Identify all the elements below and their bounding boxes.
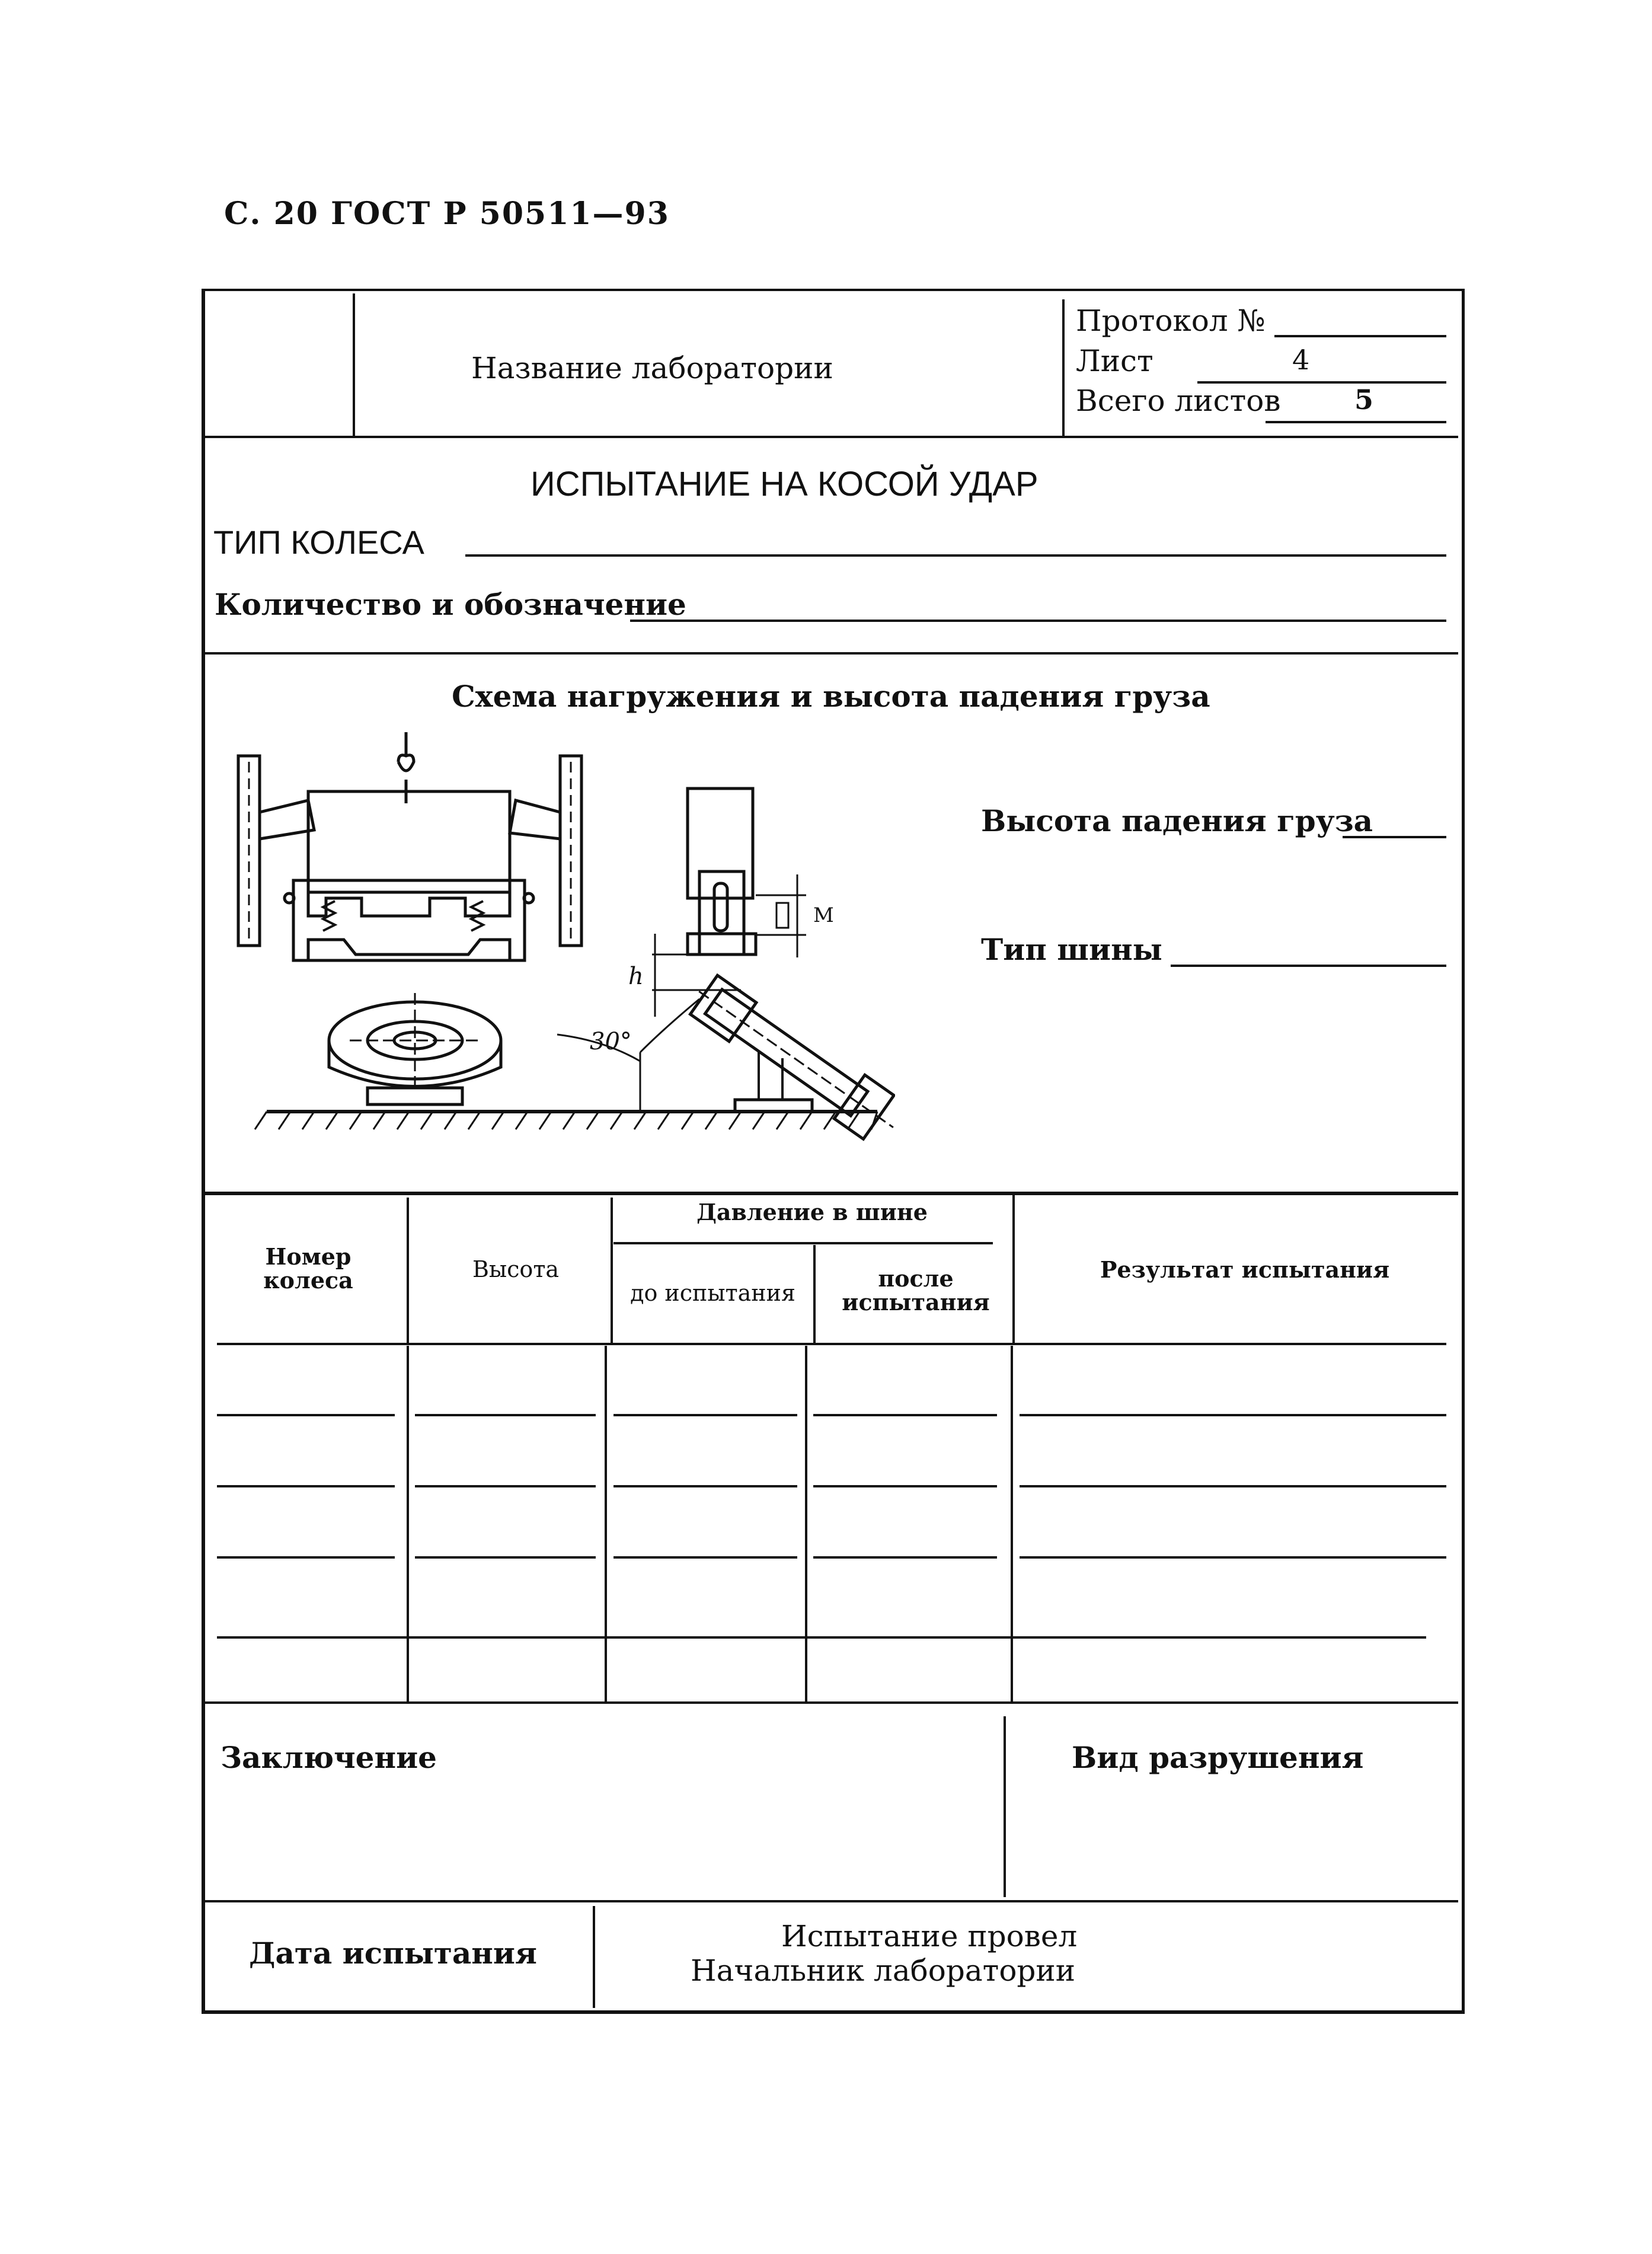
divider bbox=[353, 293, 355, 436]
height-cell[interactable] bbox=[415, 1556, 596, 1559]
before-test-cell[interactable] bbox=[613, 1414, 797, 1416]
divider bbox=[813, 1245, 816, 1343]
col-pressure-group: Давление в шине bbox=[696, 1199, 928, 1225]
drop-height-field[interactable] bbox=[1343, 836, 1446, 838]
h-label: h bbox=[628, 963, 644, 990]
divider bbox=[1012, 1195, 1015, 1343]
divider bbox=[407, 1198, 409, 1343]
result-cell[interactable] bbox=[1020, 1485, 1446, 1487]
divider bbox=[613, 1242, 993, 1244]
divider bbox=[205, 1701, 1458, 1704]
sheet-value: 4 bbox=[1292, 344, 1310, 376]
col-height: Высота bbox=[472, 1256, 559, 1282]
total-sheets-value: 5 bbox=[1354, 384, 1374, 416]
height-cell[interactable] bbox=[415, 1485, 596, 1487]
wheel-type-field[interactable] bbox=[465, 554, 1446, 557]
col-result: Результат испытания bbox=[1100, 1256, 1390, 1283]
loading-scheme-drawing bbox=[225, 720, 895, 1147]
col-before-test: до испытания bbox=[630, 1280, 795, 1306]
before-test-cell[interactable] bbox=[613, 1556, 797, 1559]
result-cell[interactable] bbox=[1020, 1414, 1446, 1416]
conclusion-label: Заключение bbox=[221, 1740, 437, 1775]
angle-label: 30° bbox=[590, 1028, 632, 1055]
sheet-label: Лист bbox=[1076, 344, 1153, 378]
protocol-number-field[interactable] bbox=[1274, 335, 1446, 337]
quantity-field[interactable] bbox=[630, 620, 1446, 622]
m-label: M bbox=[813, 903, 834, 927]
test-title: ИСПЫТАНИЕ НА КОСОЙ УДАР bbox=[531, 465, 1039, 503]
divider bbox=[1062, 299, 1065, 436]
after-test-cell[interactable] bbox=[813, 1414, 997, 1416]
wheel-type-label: ТИП КОЛЕСА bbox=[213, 523, 424, 561]
tested-by-label: Испытание провел bbox=[781, 1919, 1078, 1953]
divider bbox=[205, 652, 1458, 655]
divider bbox=[593, 1906, 595, 2008]
before-test-cell[interactable] bbox=[613, 1485, 797, 1487]
page-header: С. 20 ГОСТ Р 50511—93 bbox=[224, 196, 670, 232]
divider bbox=[1011, 1346, 1013, 1701]
divider bbox=[217, 1343, 1446, 1345]
col-after-test: после испытания bbox=[842, 1265, 990, 1316]
divider bbox=[205, 1900, 1458, 1902]
wheel-number-cell[interactable] bbox=[217, 1556, 395, 1559]
lab-name-label: Название лаборатории bbox=[471, 351, 833, 385]
quantity-label: Количество и обозначение bbox=[215, 587, 686, 622]
row-divider bbox=[217, 1636, 1426, 1639]
scheme-title: Схема нагружения и высота падения груза bbox=[452, 679, 1210, 714]
after-test-cell[interactable] bbox=[813, 1485, 997, 1487]
drop-height-label: Высота падения груза bbox=[981, 803, 1373, 838]
wheel-number-cell[interactable] bbox=[217, 1414, 395, 1416]
wheel-number-cell[interactable] bbox=[217, 1485, 395, 1487]
failure-type-label: Вид разрушения bbox=[1072, 1740, 1364, 1775]
lab-head-label: Начальник лаборатории bbox=[691, 1953, 1076, 1988]
tire-type-label: Тип шины bbox=[981, 932, 1162, 967]
protocol-label: Протокол № bbox=[1076, 304, 1266, 338]
total-sheets-field bbox=[1266, 421, 1446, 423]
total-sheets-label: Всего листов bbox=[1076, 384, 1281, 418]
divider bbox=[407, 1346, 409, 1701]
divider bbox=[605, 1346, 607, 1701]
col-wheel-number: Номер колеса bbox=[263, 1243, 353, 1294]
divider bbox=[611, 1198, 613, 1343]
after-test-cell[interactable] bbox=[813, 1556, 997, 1559]
divider bbox=[805, 1346, 807, 1701]
divider bbox=[205, 1192, 1458, 1195]
divider bbox=[205, 436, 1458, 438]
result-cell[interactable] bbox=[1020, 1556, 1446, 1559]
divider bbox=[1004, 1716, 1006, 1897]
height-cell[interactable] bbox=[415, 1414, 596, 1416]
test-date-label: Дата испытания bbox=[249, 1936, 537, 1971]
tire-type-field[interactable] bbox=[1171, 965, 1446, 967]
